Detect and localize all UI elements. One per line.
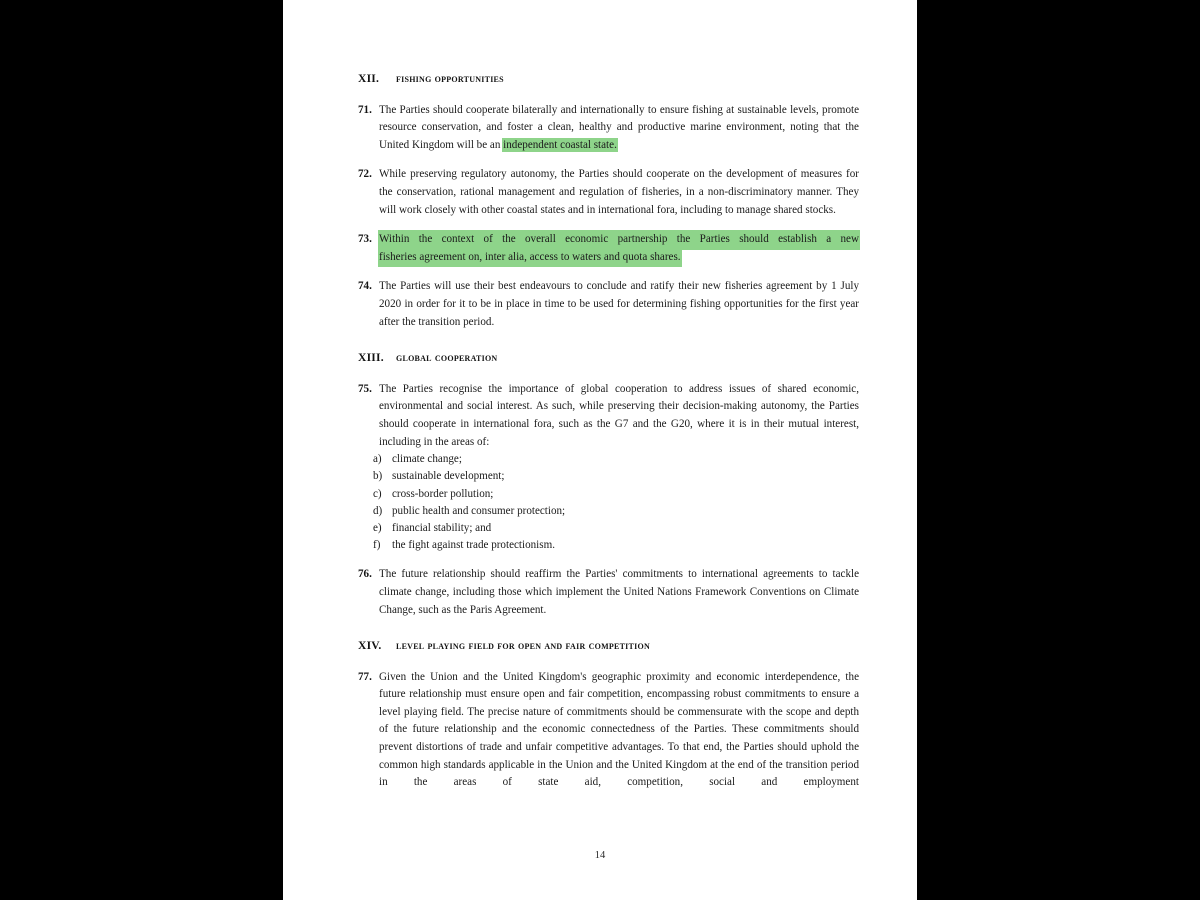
section-heading-xiii: [358, 349, 859, 368]
list-item-label: public health and consumer protection;: [392, 504, 566, 517]
paragraph-75: [358, 381, 859, 451]
spacer: [358, 89, 859, 102]
paragraph-body: While preserving regulatory autonomy, the Parties should cooperate on the development of measures for the conservation, rational management and regulation of fisheries, in a non-discriminatory manner. They will work closely with other coastal states and in international fora, including to manage shared stocks.: [379, 168, 859, 216]
paragraph-number: 71.: [358, 103, 372, 116]
list-marker: f): [373, 539, 381, 552]
sublist-wrapper: [358, 451, 859, 554]
paragraph-75-sublist: [373, 451, 859, 554]
paragraph-74: [358, 278, 859, 331]
list-item-label: the fight against trade protectionism.: [392, 539, 555, 552]
list-marker: b): [373, 470, 383, 483]
spacer: [358, 266, 859, 278]
section-heading-xii: [358, 70, 859, 89]
list-item: [373, 451, 859, 468]
section-heading-xiv: [358, 637, 859, 656]
spacer: [358, 619, 859, 637]
paragraph-body: The future relationship should reaffirm the Parties' commitments to international agreements to tackle climate change, including those which implement the United Nations Framework Conventions on Climate Change, such as the Paris Agreement.: [379, 568, 859, 616]
paragraph-72: [358, 166, 859, 219]
list-marker: d): [373, 504, 383, 517]
paragraph-73: [358, 231, 859, 266]
paragraph-number: 74.: [358, 280, 372, 293]
section-title: level playing field for open and fair competition: [396, 640, 650, 653]
paragraph-76: [358, 566, 859, 619]
highlighted-text: independent coastal state.: [503, 138, 617, 151]
paragraph-number: 73.: [358, 233, 372, 246]
page-number: 14: [594, 850, 606, 861]
list-item-label: financial stability; and: [392, 521, 492, 534]
paragraph-body: [379, 102, 859, 155]
paragraph-body: The Parties recognise the importance of global cooperation to address issues of shared economic, environmental and social interest. As such, while preserving their decision-making autonomy, the Parties should cooperate in international fora, such as the G7 and the G20, where it is in their mutual interest, including in the areas of:: [379, 382, 859, 448]
list-item: [373, 486, 859, 503]
list-marker: e): [373, 521, 382, 534]
list-marker: c): [373, 487, 382, 500]
paragraph-number: 75.: [358, 382, 372, 395]
list-item: [373, 537, 859, 554]
paragraph-71: [358, 102, 859, 155]
section-numeral: XII.: [358, 72, 380, 85]
paragraph-text: The Parties should cooperate bilaterally and internationally to ensure fishing at sustainable levels, promote resource conservation, and foster a clean, healthy and productive marine environment, noting that the United Kingdom will be an: [379, 103, 859, 151]
paragraph-number: 76.: [358, 568, 372, 581]
document-page: [283, 0, 917, 900]
paragraph-77: [358, 669, 859, 792]
list-item: [373, 503, 859, 520]
list-item-label: climate change;: [392, 453, 462, 466]
spacer: [358, 368, 859, 381]
list-marker: a): [373, 453, 382, 466]
section-title: fishing opportunities: [396, 73, 504, 85]
list-item: [373, 520, 859, 537]
spacer: [358, 656, 859, 669]
list-item-label: cross-border pollution;: [392, 487, 494, 500]
spacer: [358, 154, 859, 166]
highlighted-line-2: fisheries agreement on, inter alia, access to waters and quota shares.: [379, 249, 681, 267]
spacer: [358, 554, 859, 566]
section-numeral: XIV.: [358, 639, 382, 653]
spacer: [358, 219, 859, 231]
paragraph-body: The Parties will use their best endeavours to conclude and ratify their new fisheries agreement by 1 July 2020 in order for it to be in place in time to be used for determining fishing opportunities for the first year after the transition period.: [379, 280, 859, 328]
list-item: [373, 468, 859, 485]
paragraph-number: 77.: [358, 670, 372, 683]
paragraph-body-highlighted: [379, 231, 859, 266]
list-item-label: sustainable development;: [392, 470, 505, 483]
paragraph-number: 72.: [358, 168, 372, 181]
section-numeral: XIII.: [358, 351, 384, 365]
paragraph-body: Given the Union and the United Kingdom's geographic proximity and economic interdependence, the future relationship must ensure open and fair competition, encompassing robust commitments to ensure a level playing field. The precise nature of commitments should be commensurate with the scope and depth of the future relationship and the economic connectedness of the Parties. These commitments should prevent distortions of trade and unfair competitive advantages. To that end, the Parties should uphold the common high standards applicable in the Union and the United Kingdom at the end of the transition period in the areas of state aid, competition, social and employment: [379, 670, 859, 789]
highlighted-line-1: Within the context of the overall economic partnership the Parties should establish a new: [379, 231, 859, 249]
page-content: [358, 70, 859, 830]
section-title: global cooperation: [396, 352, 498, 365]
spacer: [358, 331, 859, 349]
